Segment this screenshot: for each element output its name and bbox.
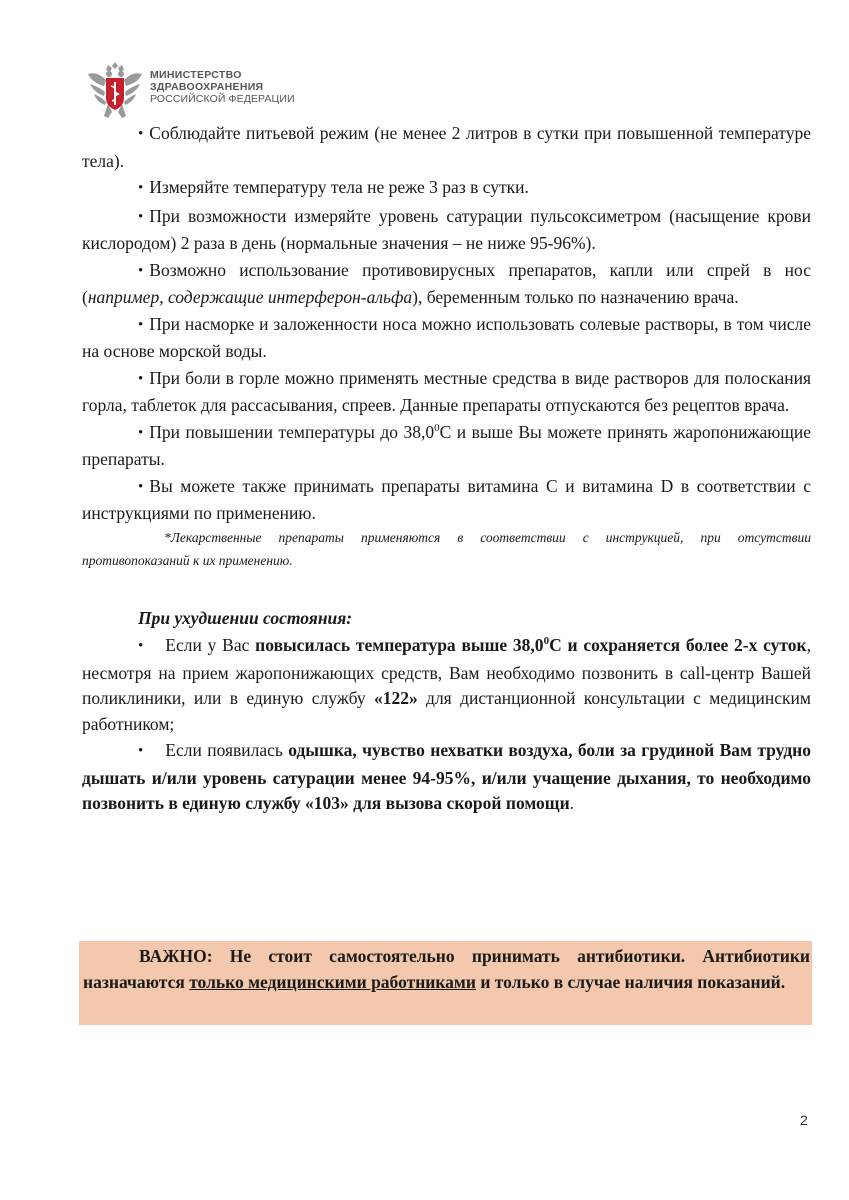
bullet-icon: • — [138, 638, 144, 654]
double-headed-eagle-emblem-icon — [84, 56, 146, 120]
recommendation-temperature: • Измеряйте температуру тела не реже 3 раз в сутки. — [138, 177, 529, 197]
bullet-icon: • — [138, 424, 144, 441]
bullet-icon: • — [138, 478, 144, 495]
ministry-line-2: ЗДРАВООХРАНЕНИЯ — [150, 81, 264, 93]
bullet-icon: • — [138, 370, 144, 387]
important-notice-text: ВАЖНО: Не стоит самостоятельно принимать антибиотики. Антибиотики назначаются только медицинскими работниками и только в случае наличия показаний. — [83, 946, 810, 992]
recommendation-fever: • При повышении температуры до 38,0$^0$С и выше Вы можете принять жаропонижающие препараты. — [82, 421, 811, 469]
bullet-icon: • — [138, 316, 144, 333]
recommendation-vitamins: • Вы можете также принимать препараты витамина С и витамина D в соответствии с инструкциями по применению. — [82, 475, 811, 523]
bullet-icon: • — [138, 208, 144, 225]
ministry-header — [84, 56, 384, 120]
recommendation-drinking: • Соблюдайте питьевой режим (не менее 2 литров в сутки при повышенной температуре тела). — [82, 123, 811, 171]
recommendation-saturation: • При возможности измеряйте уровень сатурации пульсоксиметром (насыщение крови кислородом) 2 раза в день (нормальные значения – не ниже 95-96%). — [82, 205, 811, 253]
bullet-icon: • — [138, 262, 144, 279]
worsening-heading: При ухудшении состояния: — [138, 607, 353, 628]
worsening-item-fever: • Если у Вас повысилась температура выше 38,0$^0$С и сохраняется более 2-х суток, несмотря на прием жаропонижающих средств, Вам необходимо позвонить в call-центр Вашей поликлиники, или в единую службу «122» для дистанционной консультации с медицинским работником; — [82, 635, 812, 734]
document-body — [82, 121, 811, 818]
recommendation-antiviral: • Возможно использование противовирусных препаратов, капли или спрей в нос (например, содержащие интерферон-альфа), беременным только по назначению врача. — [82, 259, 811, 307]
recommendation-nose: • При насморке и заложенности носа можно использовать солевые растворы, в том числе на основе морской воды. — [82, 313, 811, 361]
ministry-line-1: МИНИСТЕРСТВО — [150, 69, 242, 81]
bullet-icon: • — [138, 743, 144, 759]
worsening-item-breathing: • Если появилась одышка, чувство нехватки воздуха, боли за грудиной Вам трудно дышать и/или уровень сатурации менее 94-95%, и/или учащение дыхания, то необходимо позвонить в единую службу «103» для вызова скорой помощи. — [82, 740, 812, 813]
ministry-line-3: РОССИЙСКОЙ ФЕДЕРАЦИИ — [150, 93, 295, 105]
page-number: 2 — [800, 1112, 808, 1128]
recommendation-throat: • При боли в горле можно применять местные средства в виде растворов для полоскания горла, таблеток для рассасывания, спреев. Данные препараты отпускаются без рецептов врача. — [82, 367, 811, 415]
bullet-icon: • — [138, 180, 144, 196]
bullet-icon: • — [138, 126, 144, 142]
ministry-name — [150, 69, 295, 105]
important-underlined: только медицинскими работниками — [189, 972, 476, 992]
footnote: *Лекарственные препараты применяются в соответствии с инструкцией, при отсутствии противопоказаний к их применению. — [82, 529, 811, 568]
